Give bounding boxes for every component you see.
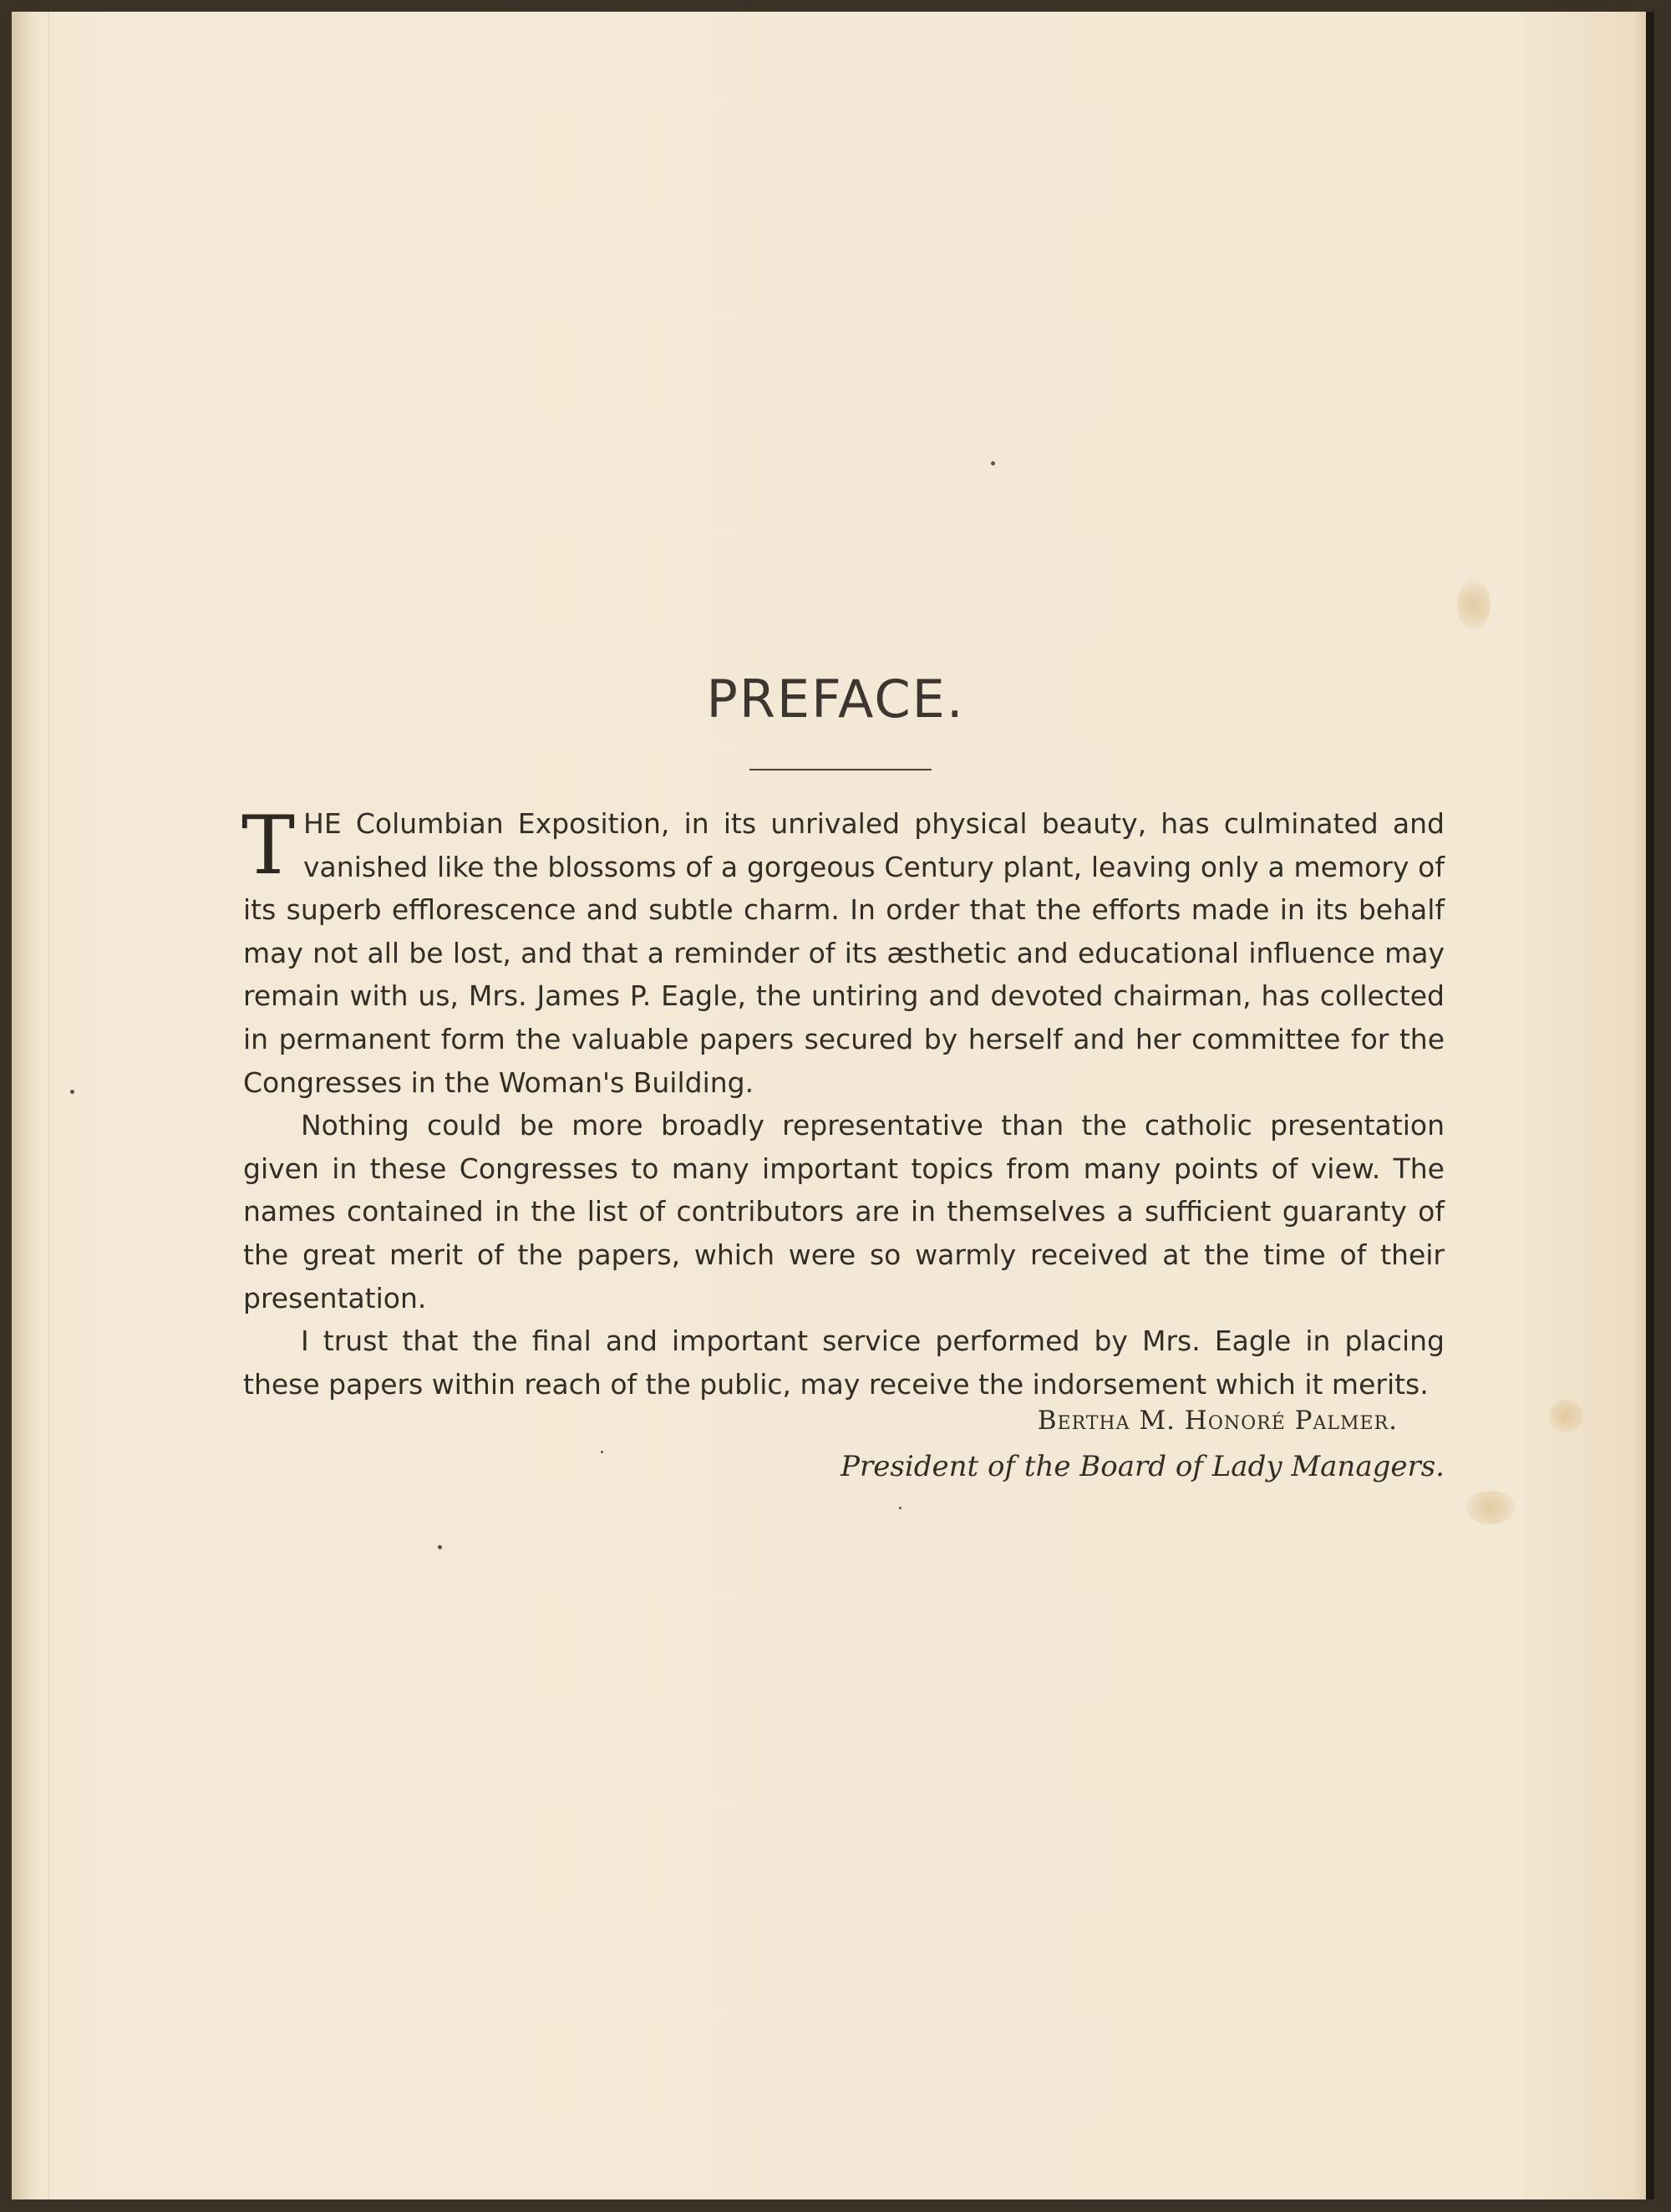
paper-speck xyxy=(438,1545,442,1549)
paragraph-1-text: HE Columbian Exposition, in its unrivaled physical beauty, has culminated and vanished like the blossoms of a gorgeous Century plant, leaving only a memory of its superb efflorescence and subtle charm. In order that the efforts made in its behalf may not all be lost, and that a reminder of its æsthetic and educational influence may remain with us, Mrs. James P. Eagle, the untiring and devoted chairman, has collected in permanent form the valuable papers secured by herself and her committee for the Congresses in the Woman's Building. xyxy=(243,807,1445,1099)
paper-speck xyxy=(70,1090,74,1094)
signature-name: Bertha M. Honoré Palmer. xyxy=(1037,1406,1398,1436)
paper-speck xyxy=(991,461,995,465)
paper-stain xyxy=(1465,1491,1516,1524)
paragraph-3: I trust that the final and important service performed by Mrs. Eagle in placing these papers within reach of the public, may receive the indorsement which it merits. xyxy=(243,1325,1445,1401)
paper-stain xyxy=(1549,1399,1582,1432)
title-rule xyxy=(749,769,932,770)
page-gutter xyxy=(12,12,49,2199)
signature-title: President of the Board of Lady Managers. xyxy=(841,1450,1445,1483)
paper-speck xyxy=(601,1451,603,1453)
paragraph-2: Nothing could be more broadly representative than the catholic presentation given in these Congresses to many important topics from many points of view. The names contained in the list of contributors are in themselves a sufficient guaranty of the great merit of the papers, which were so warmly received at the time of their presentation. xyxy=(243,1109,1445,1314)
paper-stain xyxy=(1457,580,1491,630)
preface-body xyxy=(241,799,1445,1406)
paragraph-1 xyxy=(241,799,1445,1104)
paper-speck xyxy=(899,1507,902,1509)
page-title: PREFACE. xyxy=(706,669,965,730)
drop-cap: T xyxy=(241,799,296,892)
